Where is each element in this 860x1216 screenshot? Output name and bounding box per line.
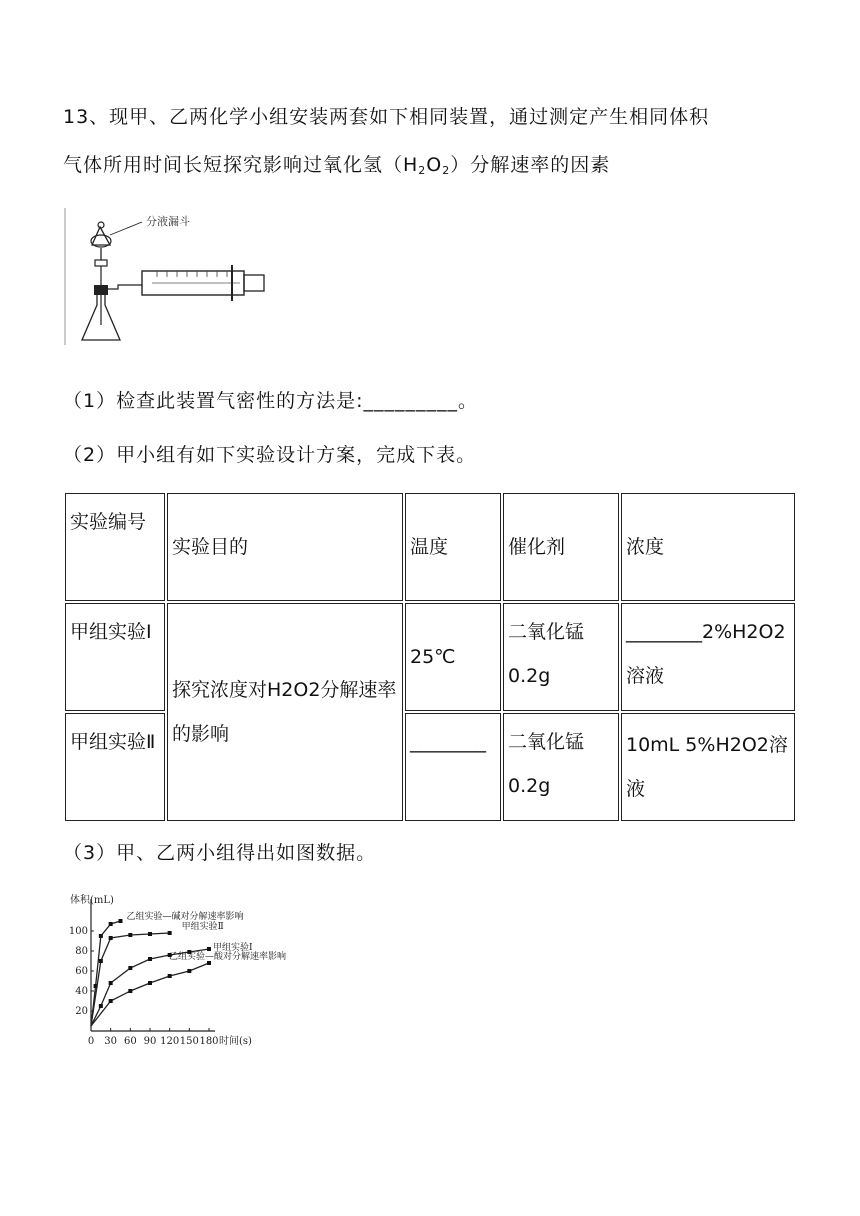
- header-catalyst: 催化剂: [503, 493, 619, 601]
- part-1-question: （1）检查此装置气密性的方法是:_________。: [63, 390, 478, 412]
- question-line-2: [63, 150, 610, 177]
- series-label: 甲组实验Ⅰ: [213, 943, 253, 953]
- table-header-row: [65, 493, 795, 601]
- part-3-question: （3）甲、乙两小组得出如图数据。: [63, 842, 377, 864]
- temp-cell: 25℃: [405, 603, 501, 711]
- data-point: [148, 932, 152, 936]
- data-point: [109, 922, 113, 926]
- x-tick-label: 0: [87, 1036, 95, 1047]
- header-temp: 温度: [405, 493, 501, 601]
- x-tick-label: 60: [123, 1036, 137, 1047]
- y-tick-label: 100: [68, 926, 88, 937]
- x-tick-label: 150: [179, 1036, 199, 1047]
- question-text: 气体所用时间长短探究影响过氧化氢（H: [63, 154, 419, 176]
- series-label: 乙组实验—碱对分解速率影响: [126, 912, 244, 922]
- data-point: [99, 934, 103, 938]
- label-pointer: [110, 222, 142, 235]
- concentration-cell[interactable]: ________2%H2O2溶液: [621, 603, 795, 711]
- experiment-table: [63, 491, 797, 823]
- x-tick-label: 120: [160, 1036, 180, 1047]
- series-label: 乙组实验—酸对分解速率影响: [169, 952, 287, 962]
- data-point: [207, 947, 211, 951]
- data-point: [109, 936, 113, 940]
- data-point: [128, 989, 132, 993]
- row-id: 甲组实验Ⅰ: [65, 603, 165, 711]
- data-point: [128, 966, 132, 970]
- header-id: 实验编号: [65, 493, 165, 601]
- purpose-cell: 探究浓度对H2O2分解速率的影响: [167, 603, 403, 821]
- header-concentration: 浓度: [621, 493, 795, 601]
- data-point: [128, 933, 132, 937]
- y-tick-label: 20: [75, 1006, 88, 1017]
- question-text: ）分解速率的因素: [450, 154, 611, 176]
- x-tick-label: 90: [143, 1036, 157, 1047]
- data-point: [119, 919, 123, 923]
- row-id: 甲组实验Ⅱ: [65, 713, 165, 821]
- y-tick-label: 40: [75, 986, 88, 997]
- header-purpose: 实验目的: [167, 493, 403, 601]
- catalyst-cell: 二氧化锰0.2g: [503, 713, 619, 821]
- concentration-cell: 10mL 5%H2O2溶液: [621, 713, 795, 821]
- stopcock-icon: [95, 260, 107, 266]
- x-tick-label: 30: [104, 1036, 118, 1047]
- part-2-question: （2）甲小组有如下实验设计方案，完成下表。: [63, 444, 477, 466]
- data-point: [99, 959, 103, 963]
- data-point: [168, 974, 172, 978]
- data-point: [148, 957, 152, 961]
- apparatus-diagram: [62, 205, 277, 350]
- table-row: [65, 603, 795, 711]
- plunger-icon: [244, 275, 264, 291]
- data-point: [168, 931, 172, 935]
- subscript: 2: [442, 164, 451, 177]
- question-text: O: [426, 154, 443, 176]
- data-point: [109, 981, 113, 985]
- data-point: [187, 969, 191, 973]
- subscript: 2: [418, 164, 427, 177]
- x-tick-label: 180: [199, 1036, 219, 1047]
- series-label: 甲组实验Ⅱ: [181, 922, 224, 932]
- volume-time-chart: [68, 893, 318, 1053]
- data-point: [109, 999, 113, 1003]
- y-axis-label: 体积(mL): [70, 895, 114, 906]
- data-point: [99, 1004, 103, 1008]
- x-axis-label: 时间(s): [219, 1036, 252, 1047]
- question-line-1: 13、现甲、乙两化学小组安装两套如下相同装置，通过测定产生相同体积: [63, 106, 710, 128]
- stopper-icon: [94, 285, 108, 295]
- temp-cell[interactable]: ________: [405, 713, 501, 821]
- y-tick-label: 80: [75, 946, 88, 957]
- y-tick-label: 60: [75, 966, 88, 977]
- funnel-label: 分液漏斗: [146, 215, 190, 228]
- data-point: [148, 981, 152, 985]
- catalyst-cell: 二氧化锰0.2g: [503, 603, 619, 711]
